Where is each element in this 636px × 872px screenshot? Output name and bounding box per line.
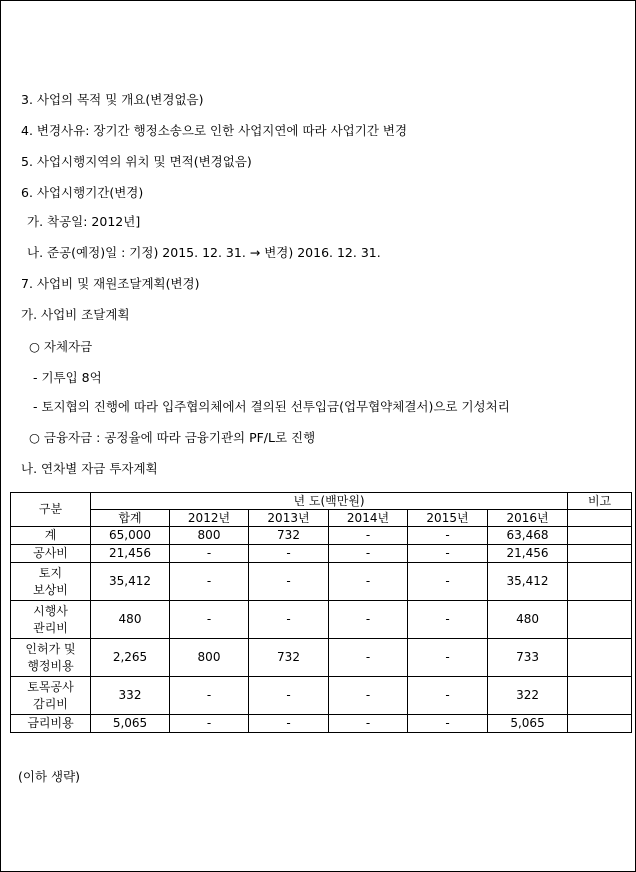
row-label: 시행사 관리비 <box>11 601 91 639</box>
cell-value: - <box>170 715 249 733</box>
cell-value: - <box>249 677 329 715</box>
cell-value: 733 <box>488 639 568 677</box>
cell-value: - <box>170 545 249 563</box>
table-row <box>11 715 632 733</box>
table-row <box>11 601 632 639</box>
header-2016: 2016년 <box>488 510 568 527</box>
table-row <box>11 527 632 545</box>
cell-value: - <box>408 527 488 545</box>
cell-bigo <box>568 601 632 639</box>
row-label: 금리비용 <box>11 715 91 733</box>
row-label: 공사비 <box>11 545 91 563</box>
cell-value: 63,468 <box>488 527 568 545</box>
cell-value: - <box>408 545 488 563</box>
cell-value: 5,065 <box>488 715 568 733</box>
section-4-heading: 4. 변경사유: 장기간 행정소송으로 인한 사업지연에 따라 사업기간 변경 <box>21 123 408 138</box>
cell-value: - <box>249 545 329 563</box>
cell-value: 480 <box>91 601 170 639</box>
cell-value: - <box>249 563 329 601</box>
cell-value: 21,456 <box>91 545 170 563</box>
cell-value: - <box>170 677 249 715</box>
cell-value: 732 <box>249 639 329 677</box>
cell-value: - <box>249 601 329 639</box>
cell-value: - <box>408 563 488 601</box>
cell-bigo <box>568 715 632 733</box>
cell-value: 322 <box>488 677 568 715</box>
annual-investment-heading: 나. 연차별 자금 투자계획 <box>21 461 158 476</box>
cell-value: 35,412 <box>91 563 170 601</box>
cell-bigo <box>568 677 632 715</box>
cell-value: - <box>170 563 249 601</box>
header-bigo: 비고 <box>568 493 632 510</box>
cell-value: - <box>329 639 408 677</box>
cell-value: - <box>329 545 408 563</box>
own-funds-item: ○ 자체자금 <box>29 339 93 354</box>
cell-value: 800 <box>170 527 249 545</box>
section-3-heading: 3. 사업의 목적 및 개요(변경없음) <box>21 92 204 107</box>
cell-value: - <box>329 527 408 545</box>
cell-value: 480 <box>488 601 568 639</box>
cell-value: 5,065 <box>91 715 170 733</box>
cell-value: 332 <box>91 677 170 715</box>
cell-value: 21,456 <box>488 545 568 563</box>
row-label: 인허가 및 행정비용 <box>11 639 91 677</box>
omitted-note: (이하 생략) <box>18 769 81 784</box>
header-total: 합계 <box>91 510 170 527</box>
cell-value: - <box>329 601 408 639</box>
cell-value: - <box>329 563 408 601</box>
header-gubun: 구분 <box>11 493 91 527</box>
section-5-heading: 5. 사업시행지역의 위치 및 면적(변경없음) <box>21 154 252 169</box>
header-2012: 2012년 <box>170 510 249 527</box>
table-row <box>11 639 632 677</box>
table-row <box>11 677 632 715</box>
completion-date-line: 나. 준공(예정)일 : 기정) 2015. 12. 31. → 변경) 2016. 12. 31. <box>27 245 381 260</box>
row-label: 토목공사 감리비 <box>11 677 91 715</box>
start-date-line: 가. 착공일: 2012년] <box>27 214 141 229</box>
financial-funds-item: ○ 금융자금 : 공정율에 따라 금융기관의 PF/L로 진행 <box>29 430 316 445</box>
cell-bigo <box>568 639 632 677</box>
header-bigo-blank <box>568 510 632 527</box>
land-negotiation-item: - 토지협의 진행에 따라 입주협의체에서 결의된 선투입금(업무협약체결서)으로 기성처리 <box>33 399 510 414</box>
section-6-heading: 6. 사업시행기간(변경) <box>21 185 144 200</box>
annual-investment-table <box>10 492 632 733</box>
cell-value: 2,265 <box>91 639 170 677</box>
table-header-row <box>11 493 632 510</box>
table-subheader-row <box>11 510 632 527</box>
header-2013: 2013년 <box>249 510 329 527</box>
cell-value: - <box>408 715 488 733</box>
table-row <box>11 563 632 601</box>
cell-bigo <box>568 527 632 545</box>
cell-value: - <box>408 677 488 715</box>
cell-value: - <box>329 677 408 715</box>
cell-value: - <box>408 639 488 677</box>
header-year-group: 년 도(백만원) <box>91 493 568 510</box>
row-label: 계 <box>11 527 91 545</box>
row-label: 토지 보상비 <box>11 563 91 601</box>
cell-value: 800 <box>170 639 249 677</box>
header-2014: 2014년 <box>329 510 408 527</box>
cell-value: 65,000 <box>91 527 170 545</box>
funding-plan-heading: 가. 사업비 조달계획 <box>21 307 130 322</box>
cell-value: 732 <box>249 527 329 545</box>
section-7-heading: 7. 사업비 및 재원조달계획(변경) <box>21 276 200 291</box>
cell-value: - <box>329 715 408 733</box>
table-row <box>11 545 632 563</box>
cell-bigo <box>568 563 632 601</box>
cell-value: - <box>249 715 329 733</box>
cell-bigo <box>568 545 632 563</box>
cell-value: - <box>408 601 488 639</box>
header-2015: 2015년 <box>408 510 488 527</box>
cell-value: - <box>170 601 249 639</box>
invested-amount-item: - 기투입 8억 <box>33 370 102 385</box>
cell-value: 35,412 <box>488 563 568 601</box>
